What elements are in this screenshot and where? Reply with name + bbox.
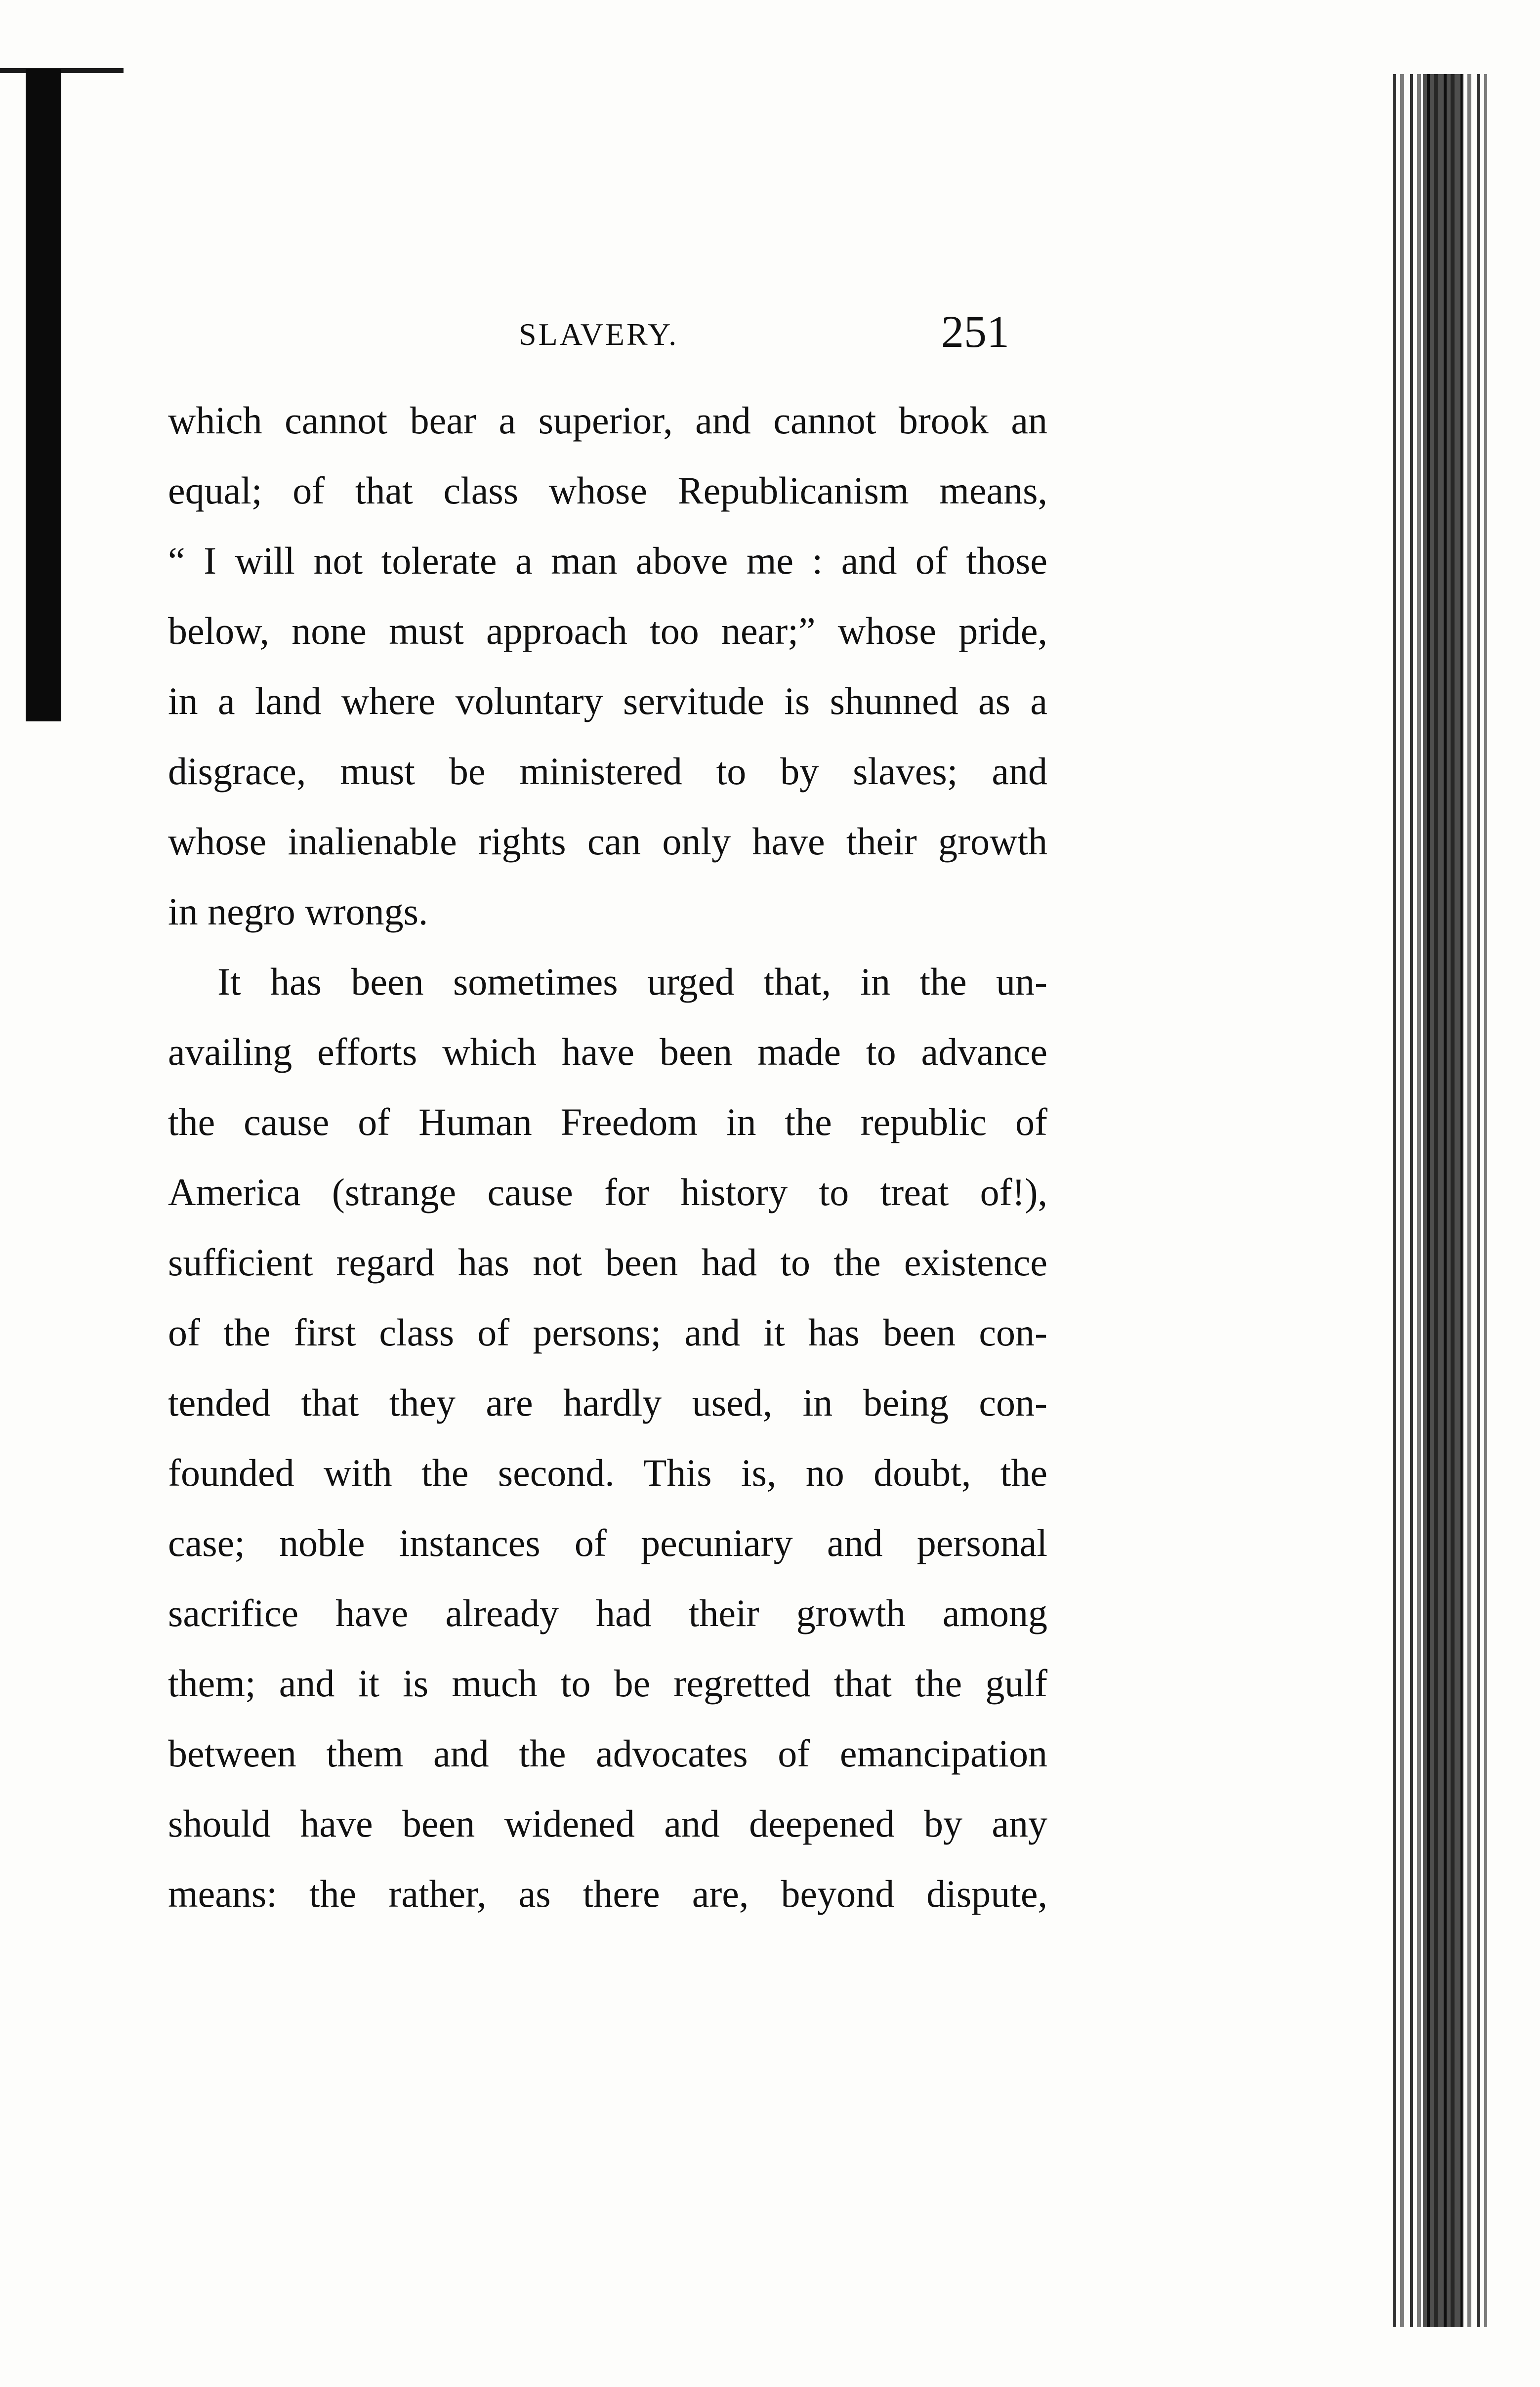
text-line: tended that they are hardly used, in being con- [168, 1381, 1047, 1424]
text-line: in a land where voluntary servitude is shunned as a [168, 679, 1047, 722]
text-line: below, none must approach too near;” whose pride, [168, 609, 1047, 652]
binding-edge [0, 68, 124, 73]
text-line: which cannot bear a superior, and cannot brook an [168, 399, 1047, 442]
text-line: equal; of that class whose Republicanism means, [168, 469, 1047, 512]
text-line: availing efforts which have been made to advance [168, 1030, 1047, 1073]
text-line: means: the rather, as there are, beyond dispute, [168, 1872, 1047, 1915]
gutter-showthrough-right [1393, 74, 1487, 2327]
text-line: sufficient regard has not been had to the existence [168, 1241, 1047, 1284]
text-line: in negro wrongs. [168, 890, 428, 933]
text-line: whose inalienable rights can only have their growth [168, 820, 1047, 863]
text-line: the cause of Human Freedom in the republic of [168, 1100, 1047, 1143]
text-line: founded with the second. This is, no doubt, the [168, 1451, 1047, 1494]
text-line: should have been widened and deepened by any [168, 1802, 1047, 1845]
page-number: 251 [941, 306, 1009, 357]
text-line: them; and it is much to be regretted that the gulf [168, 1662, 1047, 1705]
text-line: between them and the advocates of emancipation [168, 1732, 1047, 1775]
text-line: case; noble instances of pecuniary and personal [168, 1521, 1047, 1564]
text-line: It has been sometimes urged that, in the un- [217, 960, 1047, 1003]
text-line: “ I will not tolerate a man above me : and of those [168, 539, 1047, 582]
binding-shadow-left [26, 69, 61, 721]
text-line: sacrifice have already had their growth among [168, 1591, 1047, 1634]
text-line: disgrace, must be ministered to by slaves; and [168, 750, 1047, 793]
body-text [168, 385, 1047, 1929]
text-line: of the first class of persons; and it has been con- [168, 1311, 1047, 1354]
text-line: America (strange cause for history to treat of!), [168, 1171, 1047, 1214]
running-head: SLAVERY. [519, 317, 679, 352]
